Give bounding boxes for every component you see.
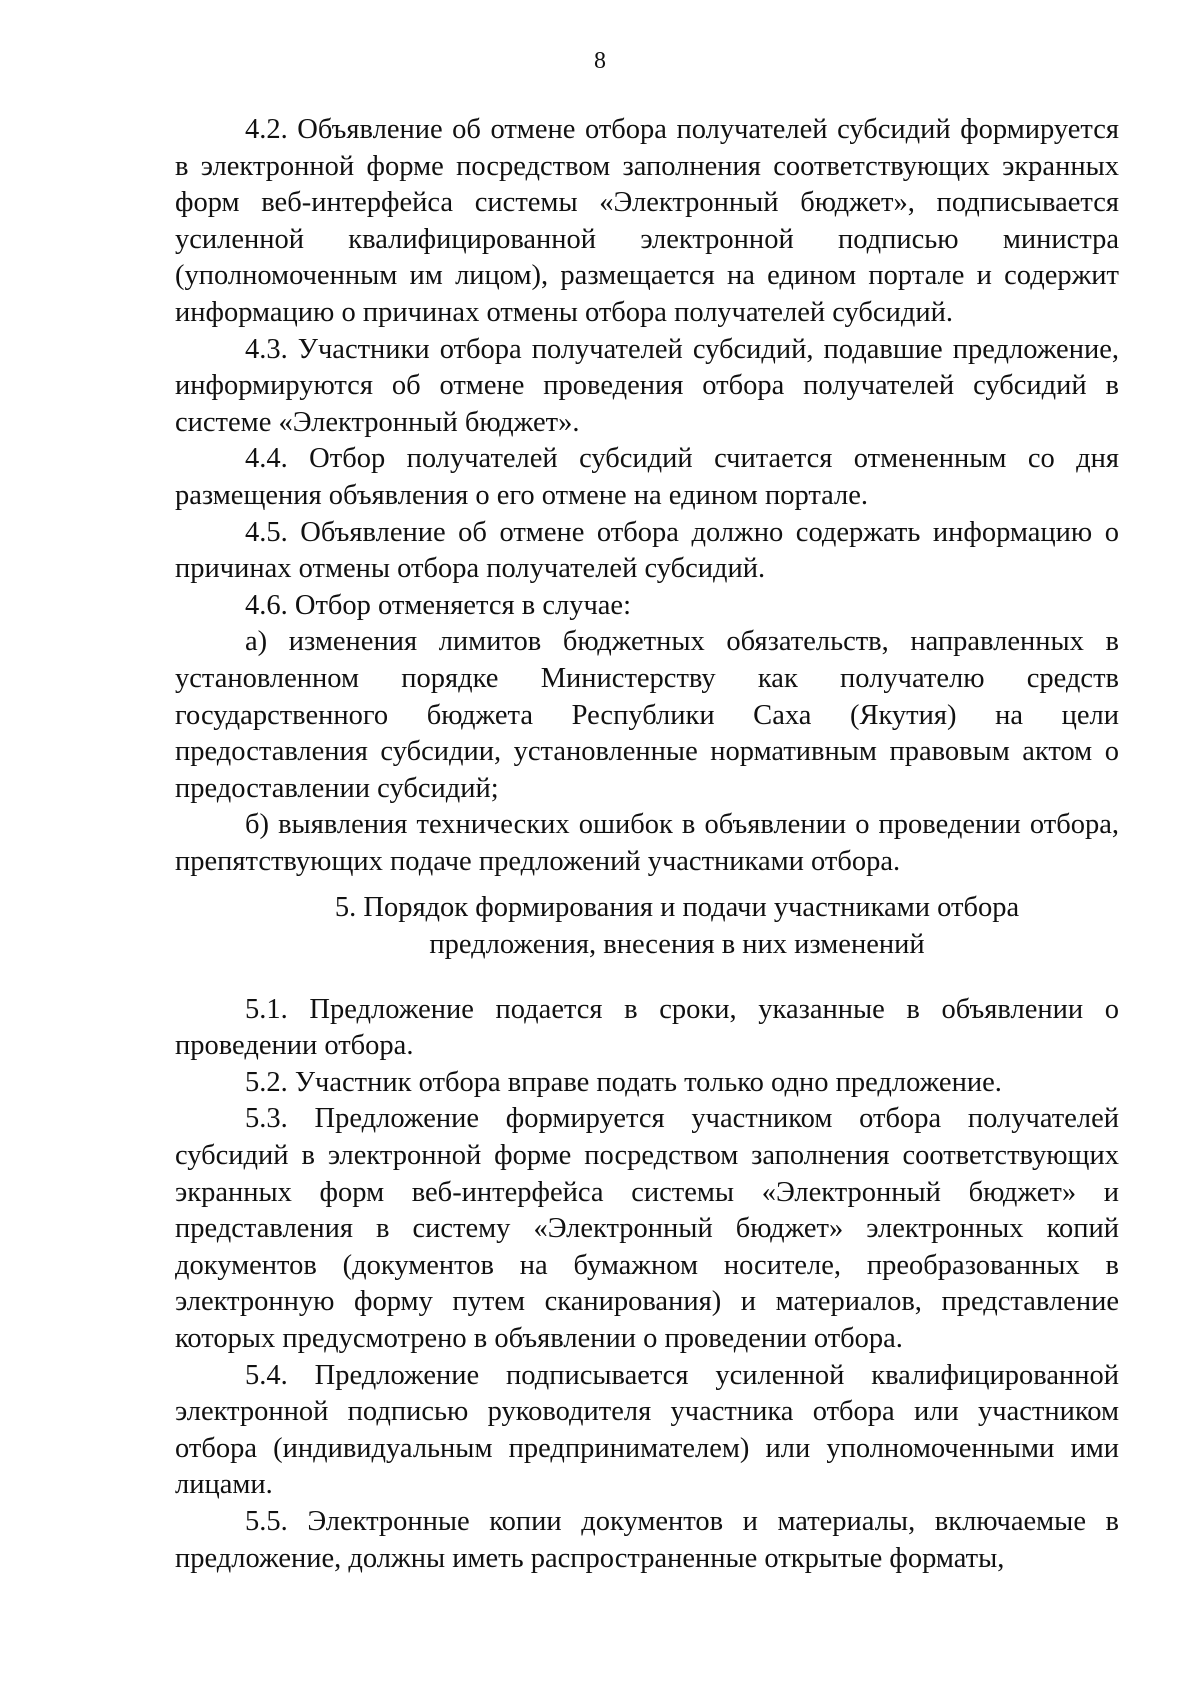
paragraph-5-5: 5.5. Электронные копии документов и материалы, включаемые в предложение, должны иметь распространенные открытые форматы, (175, 1505, 1119, 1574)
paragraph-4-4: 4.4. Отбор получателей субсидий считается отмененным со дня размещения объявления о его отмене на едином портале. (175, 443, 1119, 511)
paragraph-5-1: 5.1. Предложение подается в сроки, указанные в объявлении о проведении отбора. (175, 993, 1119, 1062)
page-number: 8 (594, 48, 606, 74)
document-body (175, 112, 1119, 1577)
section-heading-line-2: предложения, внесения в них изменений (429, 929, 925, 961)
paragraph-4-6-b: б) выявления технических ошибок в объявлении о проведении отбора, препятствующих подаче предложений участниками отбора. (175, 809, 1119, 877)
paragraph-4-6-a: а) изменения лимитов бюджетных обязательств, направленных в установленном порядке Министерству как получателю средств государственного бюджета Республики Саха (Якутия) на цели предоставления субсидии, установленные нормативным правовым актом о предоставлении субсидий; (175, 626, 1119, 804)
paragraph-5-4: 5.4. Предложение подписывается усиленной квалифицированной электронной подписью руководителя участника отбора или участником отбора (индивидуальным предпринимателем) или уполномоченными ими лицами. (175, 1359, 1119, 1501)
paragraph-5-2: 5.2. Участник отбора вправе подать только одно предложение. (245, 1066, 1002, 1098)
section-5-heading (175, 890, 1119, 963)
paragraph-5-3: 5.3. Предложение формируется участником отбора получателей субсидий в электронной форме посредством заполнения соответствующих экранных форм веб-интерфейса системы «Электронный бюджет» и представления в систему «Электронный бюджет» электронных копий документов (документов на бумажном носителе, преобразованных в электронную форму путем сканирования) и материалов, представление которых предусмотрено в объявлении о проведении отбора. (175, 1103, 1119, 1354)
paragraph-4-3: 4.3. Участники отбора получателей субсидий, подавшие предложение, информируются об отмене проведения отбора получателей субсидий в системе «Электронный бюджет». (175, 333, 1119, 438)
paragraph-4-5: 4.5. Объявление об отмене отбора должно содержать информацию о причинах отмены отбора получателей субсидий. (175, 516, 1119, 585)
paragraph-4-6: 4.6. Отбор отменяется в случае: (245, 589, 632, 621)
paragraph-4-2: 4.2. Объявление об отмене отбора получателей субсидий формируется в электронной форме посредством заполнения соответствующих экранных форм веб-интерфейса системы «Электронный бюджет», подписывается усиленной квалифицированной электронной подписью министра (уполномоченным им лицом), размещается на едином портале и содержит информацию о причинах отмены отбора получателей субсидий. (175, 114, 1119, 328)
section-heading-line-1: 5. Порядок формирования и подачи участниками отбора (334, 892, 1020, 924)
